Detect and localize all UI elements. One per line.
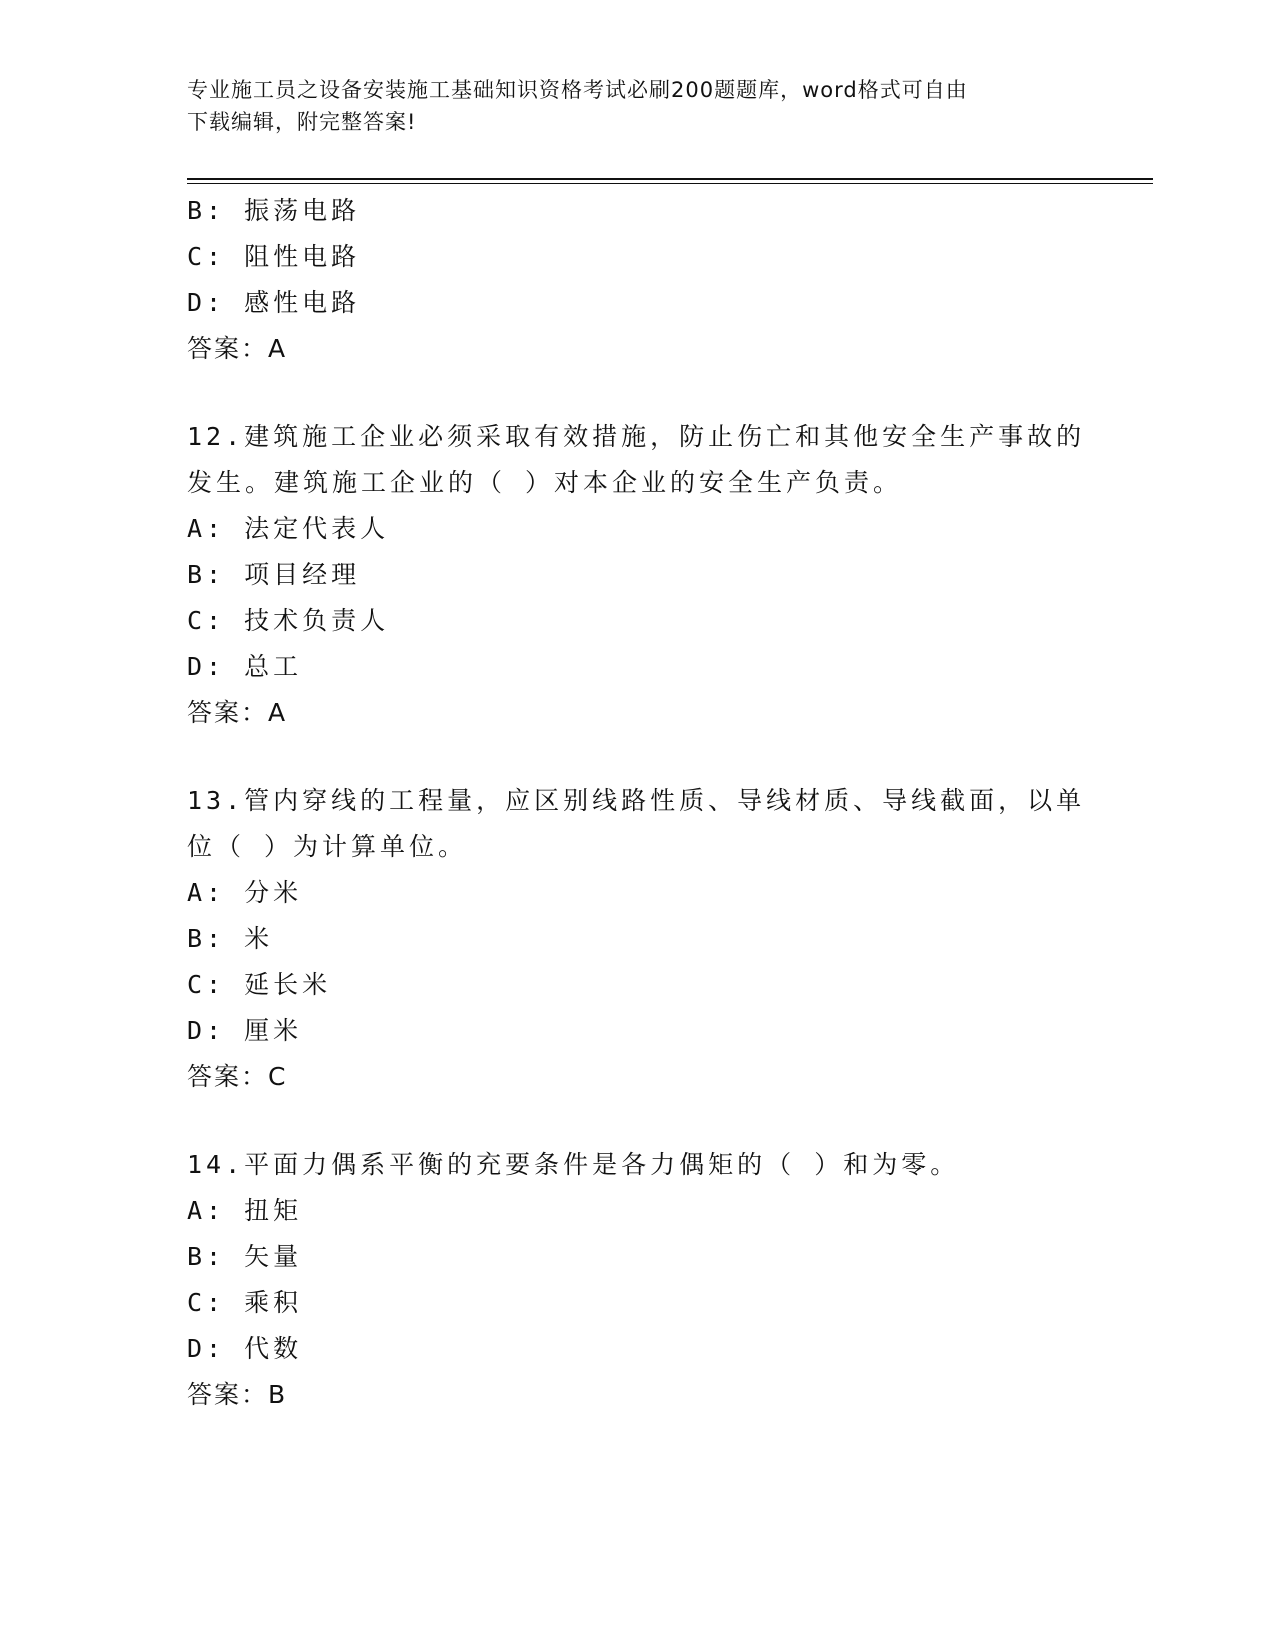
header-line-1: 专业施工员之设备安装施工基础知识资格考试必刷200题题库，word格式可自由 (187, 78, 968, 102)
header-line-2: 下载编辑，附完整答案! (187, 110, 417, 134)
question-text-line-1: 12.建筑施工企业必须采取有效措施，防止伤亡和其他安全生产事故的 (187, 422, 1086, 451)
answer-line: 答案：A (187, 698, 288, 727)
option-c: C: 乘积 (187, 1288, 303, 1317)
option-a: A: 分米 (187, 878, 303, 907)
answer-line: 答案：A (187, 334, 288, 363)
option-b: B: 矢量 (187, 1242, 303, 1271)
document-header (187, 74, 1067, 138)
spacer (187, 372, 1087, 414)
option-d: D: 总工 (187, 652, 303, 681)
question-block-12 (187, 414, 1087, 736)
option-c: C: 技术负责人 (187, 606, 390, 635)
option-a: A: 扭矩 (187, 1196, 303, 1225)
question-text-line-2: 发生。建筑施工企业的（ ）对本企业的安全生产负责。 (187, 468, 903, 497)
question-text-line-1: 14.平面力偶系平衡的充要条件是各力偶矩的（ ）和为零。 (187, 1150, 960, 1179)
option-d: D: 感性电路 (187, 288, 361, 317)
header-divider-thin (187, 183, 1153, 184)
question-block-prev (187, 188, 1087, 372)
option-c: C: 延长米 (187, 970, 332, 999)
option-a: A: 法定代表人 (187, 514, 390, 543)
question-text-line-2: 位（ ）为计算单位。 (187, 832, 468, 861)
answer-line: 答案：B (187, 1380, 288, 1409)
option-d: D: 代数 (187, 1334, 303, 1363)
question-text-line-1: 13.管内穿线的工程量，应区别线路性质、导线材质、导线截面，以单 (187, 786, 1086, 815)
spacer (187, 1100, 1087, 1142)
question-list (187, 188, 1087, 1418)
option-b: B: 项目经理 (187, 560, 361, 589)
option-d: D: 厘米 (187, 1016, 303, 1045)
option-b: B: 米 (187, 924, 274, 953)
question-block-14 (187, 1142, 1087, 1418)
answer-line: 答案：C (187, 1062, 288, 1091)
header-divider-thick (187, 178, 1153, 180)
spacer (187, 736, 1087, 778)
option-c: C: 阻性电路 (187, 242, 361, 271)
option-b: B: 振荡电路 (187, 196, 361, 225)
question-block-13 (187, 778, 1087, 1100)
